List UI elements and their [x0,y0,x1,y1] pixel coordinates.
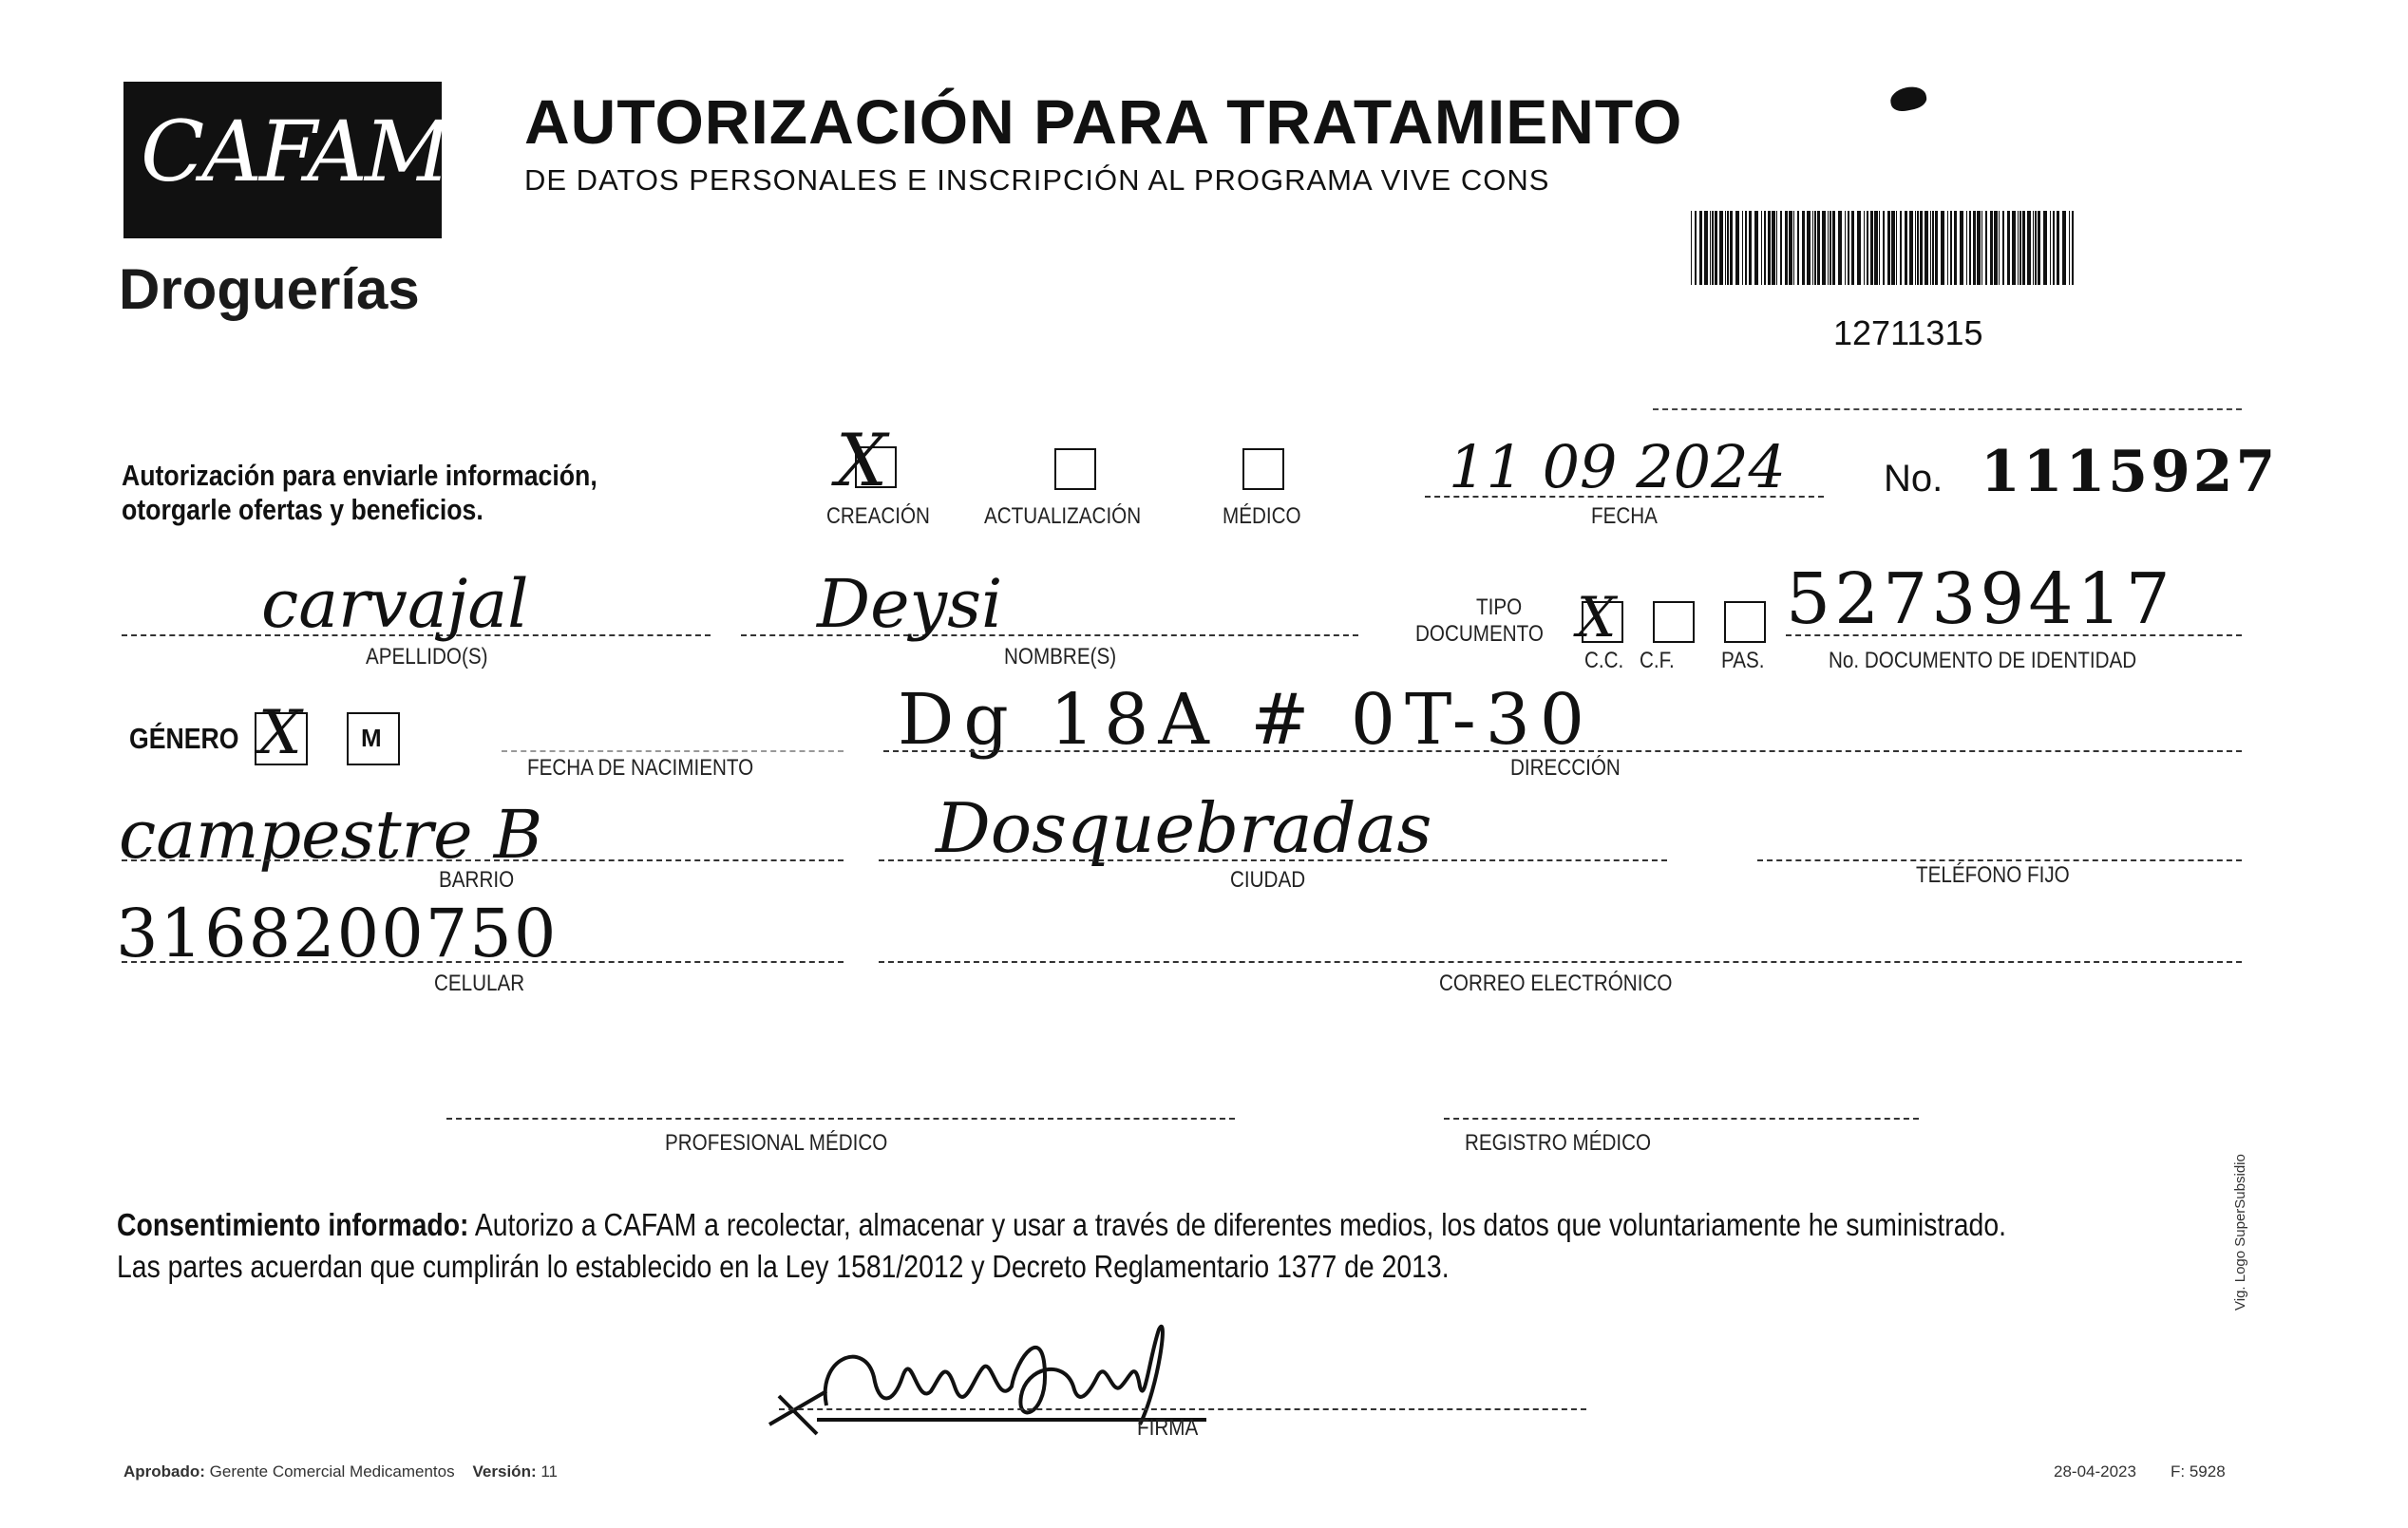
barcode-bar [1785,211,1788,285]
logo-text: CAFAM [141,103,447,200]
barcode-bar [1691,211,1692,285]
barcode-bar [1981,211,1982,285]
barcode-bar [1822,211,1826,285]
barcode-bar [1867,211,1868,285]
number-label: No. [1884,458,1943,500]
barcode-bar [1969,211,1971,285]
correo-line [879,961,2242,963]
barcode-bar [1851,211,1854,285]
consent-heading: Consentimiento informado: [117,1207,469,1242]
barcode-bar [1930,211,1931,285]
firma-label: FIRMA [1137,1415,1199,1441]
barcode-bar [1699,211,1702,285]
genero-f-mark: X [258,698,302,768]
barcode-bar [1891,211,1895,285]
barcode-bar [2043,211,2047,285]
barcode-bar [2072,211,2074,285]
barcode-bar [1830,211,1831,285]
barcode-number: 12711315 [1833,313,1983,352]
barcode-bar [1710,211,1711,285]
barcode-bar [1985,211,1987,285]
barcode-bar [1950,211,1952,285]
ciudad-label: CIUDAD [1230,867,1306,893]
barcode-bar [1745,211,1747,285]
barcode-bar [1812,211,1813,285]
barcode-bar [1864,211,1865,285]
barcode-bar [1793,211,1794,285]
barcode-bar [2035,211,2037,285]
barcode-bar [2002,211,2004,285]
barcode-bar [1742,211,1743,285]
creacion-check-mark: X [836,418,888,502]
cc-check-mark: X [1577,585,1617,650]
fecha-label: FECHA [1591,503,1658,529]
fecha-value: 11 09 2024 [1449,432,1786,501]
footer-approval: Aprobado: Gerente Comercial Medicamentos Versión: 11 [123,1462,559,1481]
barcode-bar [1828,211,1829,285]
documento-line [1786,634,2242,636]
barcode-bar [1772,211,1775,285]
barcode-bar [1990,211,1993,285]
actualizacion-checkbox[interactable] [1054,448,1096,490]
barcode-bar [1749,211,1752,285]
barcode-bar [1845,211,1846,285]
barcode-bar [1917,211,1919,285]
barcode-bar [1802,211,1805,285]
barcode-bar [1915,211,1916,285]
barcode-bar [1715,211,1717,285]
direccion-label: DIRECCIÓN [1510,755,1621,781]
brand-subtitle: Droguerías [119,257,420,321]
barcode-bar [1797,211,1799,285]
barcode-bar [1719,211,1723,285]
telefono-label: TELÉFONO FIJO [1916,862,2070,888]
barcode-bar [1761,211,1762,285]
genero-m-label: M [361,724,382,752]
barcode-bar [2018,211,2019,285]
barcode-bar [2019,211,2021,285]
barcode-bar [1768,211,1771,285]
form-number: 1115927 [1981,439,2279,505]
apellidos-label: APELLIDO(S) [366,644,488,670]
profesional-line [446,1118,1235,1120]
barcode-bar [1999,211,2000,285]
firma-line [779,1408,1586,1410]
cf-label: C.F. [1640,648,1675,673]
celular-value: 3168200750 [116,895,559,972]
pas-checkbox[interactable] [1724,601,1766,643]
authorization-intro: Autorización para enviarle información, otorgarle ofertas y beneficios. [122,459,597,526]
barcode-bar [1712,211,1714,285]
fecha-line [1425,496,1824,498]
nombres-label: NOMBRE(S) [1004,644,1117,670]
telefono-line [1757,859,2242,861]
creacion-label: CREACIÓN [826,503,930,529]
barcode-bar [1960,211,1963,285]
barcode-bar [1814,211,1816,285]
form-subtitle: DE DATOS PERSONALES E INSCRIPCIÓN AL PROGRAMA VIVE CONS [524,163,1550,197]
nombres-value: Deysi [817,565,1003,643]
pas-label: PAS. [1721,648,1765,673]
barcode [1691,211,2076,285]
medico-checkbox[interactable] [1242,448,1284,490]
barrio-value: campestre B [119,796,543,874]
barrio-line [122,859,844,861]
barcode-bar [1857,211,1861,285]
barcode-bar [1727,211,1729,285]
barcode-bar [2038,211,2040,285]
barcode-bar [2027,211,2031,285]
direccion-value: Dg 18A # 0T-30 [898,679,1594,761]
barcode-bar [1879,211,1880,285]
barcode-bar [1887,211,1890,285]
documento-label: No. DOCUMENTO DE IDENTIDAD [1829,648,2137,673]
barcode-bar [1848,211,1849,285]
barcode-bar [1932,211,1934,285]
barcode-bar [1874,211,1878,285]
separator-line [1653,408,2242,410]
barcode-bar [1966,211,1967,285]
barcode-bar [1780,211,1782,285]
fecha-nacimiento-label: FECHA DE NACIMIENTO [527,755,754,781]
barcode-bar [2033,211,2034,285]
registro-label: REGISTRO MÉDICO [1465,1130,1652,1156]
barcode-bar [1896,211,1897,285]
barcode-bar [1838,211,1842,285]
celular-line [122,961,844,963]
ciudad-line [879,859,1667,861]
consent-line-1: Autorizo a CAFAM a recolectar, almacenar y usar a través de diferentes medios, los datos que voluntariamente he suministrado. [468,1207,2006,1242]
apellidos-value: carvajal [261,565,529,643]
barcode-bar [2057,211,2059,285]
barcode-bar [2062,211,2066,285]
barcode-bar [1947,211,1948,285]
barcode-bar [1735,211,1739,285]
barcode-bar [2069,211,2070,285]
cc-label: C.C. [1584,648,1624,673]
barcode-bar [1954,211,1957,285]
barcode-bar [1905,211,1907,285]
barcode-bar [1920,211,1923,285]
genero-label: GÉNERO [129,722,239,755]
barcode-bar [1909,211,1913,285]
ciudad-value: Dosquebradas [936,788,1432,868]
barcode-bar [1994,211,1998,285]
barcode-bar [1973,211,1976,285]
consent-paragraph [117,1204,2006,1288]
barcode-bar [1754,211,1758,285]
fecha-nacimiento-line [502,750,844,752]
barcode-bar [1883,211,1885,285]
actualizacion-label: ACTUALIZACIÓN [984,503,1142,529]
barcode-bar [2012,211,2016,285]
barcode-bar [1776,211,1777,285]
barcode-bar [1817,211,1820,285]
barcode-bar [1941,211,1944,285]
barcode-bar [2050,211,2051,285]
profesional-label: PROFESIONAL MÉDICO [665,1130,888,1156]
barcode-bar [1925,211,1928,285]
form-title: AUTORIZACIÓN PARA TRATAMIENTO [524,86,1683,157]
barcode-bar [1730,211,1733,285]
barcode-bar [2053,211,2055,285]
barcode-bar [1900,211,1902,285]
barcode-bar [1807,211,1811,285]
celular-label: CELULAR [434,971,525,996]
barcode-bar [2007,211,2010,285]
barcode-bar [1789,211,1792,285]
barcode-bar [1977,211,1981,285]
registro-line [1444,1118,1919,1120]
barcode-bar [1870,211,1873,285]
footer-code: F: 5928 [2171,1462,2226,1481]
correo-label: CORREO ELECTRÓNICO [1439,971,1673,996]
barcode-bar [1764,211,1766,285]
barcode-bar [1832,211,1835,285]
barcode-bar [1935,211,1938,285]
barrio-label: BARRIO [439,867,515,893]
barcode-bar [1725,211,1726,285]
barcode-bar [2022,211,2025,285]
side-logo-text: Vig. Logo SuperSubsidio [2232,1154,2248,1311]
cf-checkbox[interactable] [1653,601,1695,643]
medico-label: MÉDICO [1223,503,1301,529]
direccion-line [883,750,2242,752]
barcode-bar [1704,211,1708,285]
corner-mark [1888,84,1928,113]
tipo-documento-label: TIPO DOCUMENTO [1415,594,1544,647]
barcode-bar [1695,211,1697,285]
documento-value: 52739417 [1786,558,2174,640]
consent-line-2: Las partes acuerdan que cumplirán lo establecido en la Ley 1581/2012 y Decreto Reglamentario 1377 de 2013. [117,1249,1450,1284]
footer-date: 28-04-2023 [2054,1462,2136,1481]
